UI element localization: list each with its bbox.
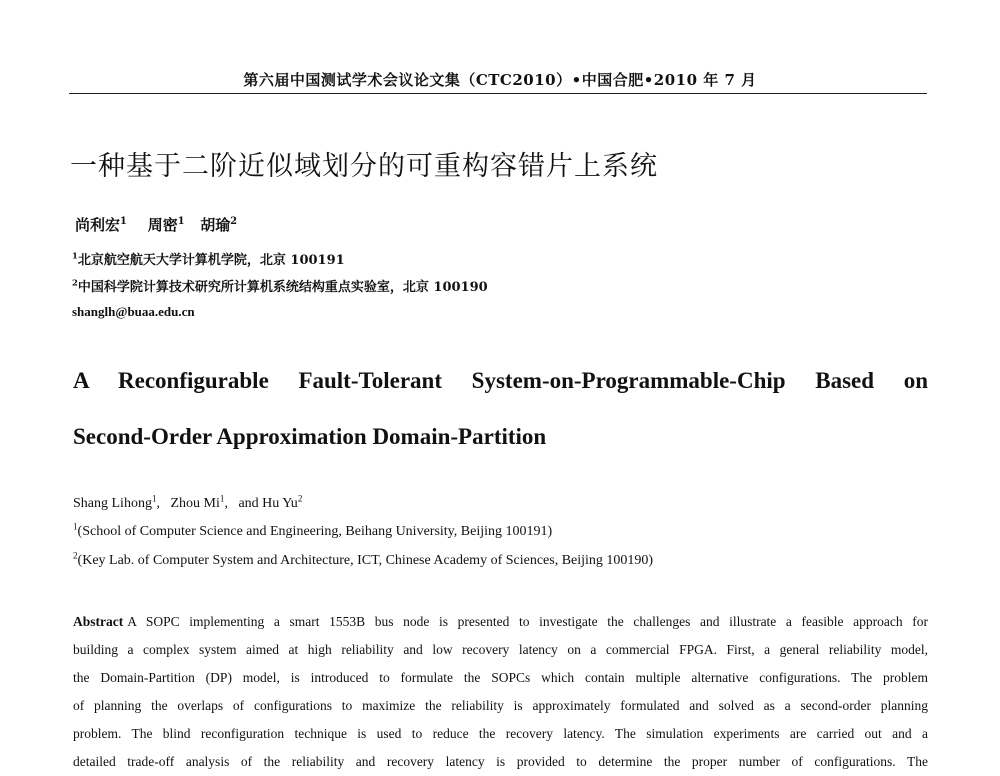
english-author: Shang Lihong — [73, 496, 152, 511]
chinese-title: 一种基于二阶近似域划分的可重构容错片上系统 — [70, 151, 658, 182]
abstract-label: Abstract — [73, 614, 124, 629]
chinese-authors — [75, 214, 237, 235]
abstract — [73, 608, 928, 776]
running-header: 第六届中国测试学术会议论文集（CTC2010）•中国合肥•2010 年 7 月 — [243, 71, 757, 89]
english-title-line-2: Second-Order Approximation Domain-Partition — [73, 424, 547, 449]
affiliation-text: 中国科学院计算技术研究所计算机系统结构重点实验室，北京 100190 — [77, 280, 488, 295]
chinese-affiliation-2 — [72, 276, 488, 295]
chinese-author: 周密 — [147, 216, 178, 234]
contact-email: shanglh@buaa.edu.cn — [72, 304, 195, 319]
affiliation-superscript: 2 — [72, 277, 78, 288]
abstract-line — [73, 608, 928, 636]
abstract-line: problem. The blind reconfiguration technique is used to reduce the recovery latency. The simulation experiments are carried out and a — [73, 726, 928, 741]
author-superscript: 1 — [120, 216, 127, 227]
author-superscript: 1 — [219, 493, 225, 504]
author-separator: , — [156, 496, 167, 511]
chinese-affiliation-1 — [72, 249, 345, 268]
author-superscript: 2 — [230, 216, 237, 227]
affiliation-text: (Key Lab. of Computer System and Architecture, ICT, Chinese Academy of Sciences, Beijing 100190) — [77, 553, 654, 568]
affiliation-text: 北京航空航天大学计算机学院，北京 100191 — [77, 253, 345, 268]
affiliation-superscript: 1 — [73, 521, 78, 532]
english-author: and Hu Yu — [238, 496, 298, 511]
author-superscript: 1 — [151, 493, 157, 504]
chinese-author: 胡瑜 — [200, 216, 231, 234]
english-author: Zhou Mi — [170, 496, 220, 511]
english-title-line-1: A Reconfigurable Fault-Tolerant System-on-Programmable-Chip Based on — [73, 368, 928, 393]
header-rule — [69, 93, 927, 94]
author-superscript: 1 — [177, 216, 185, 227]
abstract-line-text: A SOPC implementing a smart 1553B bus node is presented to investigate the challenges and illustrate a feasible approach for — [127, 614, 928, 629]
abstract-line: building a complex system aimed at high reliability and low recovery latency on a commercial FPGA. First, a general reliability model, — [73, 642, 928, 657]
english-affiliation-1 — [73, 521, 553, 540]
affiliation-text: (School of Computer Science and Engineering, Beihang University, Beijing 100191) — [77, 524, 553, 539]
abstract-line: of planning the overlaps of configurations to maximize the reliability is approximately formulated and solved as a second-order planning — [73, 698, 928, 713]
english-authors — [73, 493, 303, 512]
abstract-line: detailed trade-off analysis of the reliability and recovery latency is provided to determine the proper number of configurations. The — [73, 754, 928, 769]
chinese-author: 尚利宏 — [75, 216, 121, 234]
author-separator: , — [224, 496, 235, 511]
affiliation-superscript: 1 — [72, 250, 78, 261]
english-affiliation-2 — [73, 550, 654, 569]
abstract-line: the Domain-Partition (DP) model, is introduced to formulate the SOPCs which contain multiple alternative configurations. The problem — [73, 670, 928, 685]
affiliation-superscript: 2 — [73, 550, 78, 561]
author-superscript: 2 — [297, 493, 303, 504]
